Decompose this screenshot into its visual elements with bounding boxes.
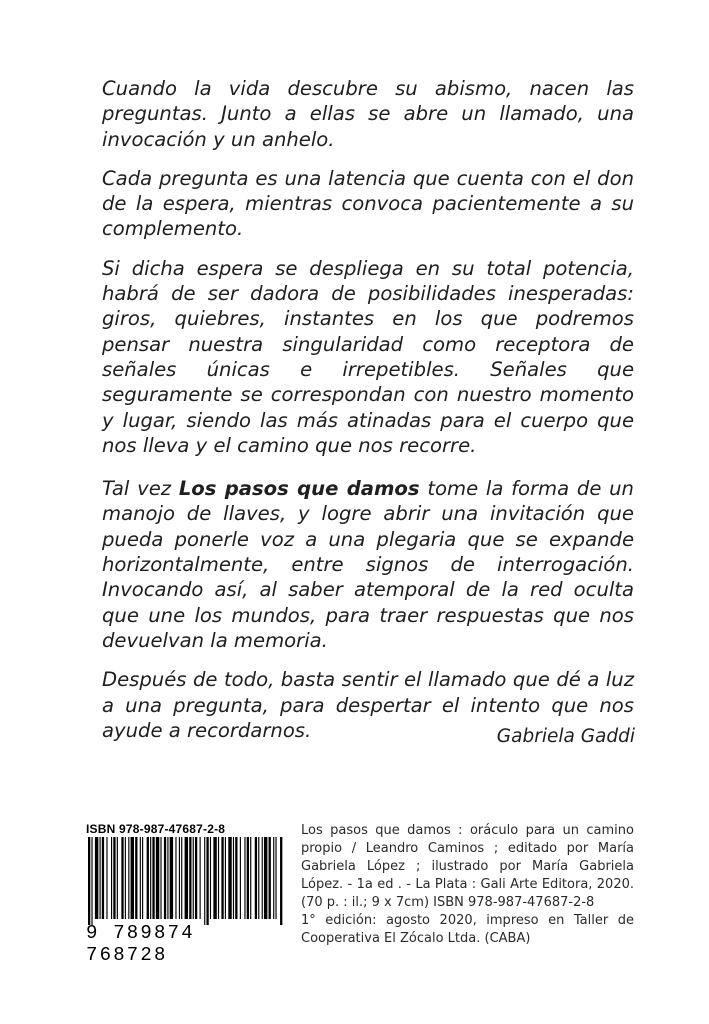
paragraph-4-end: tome la forma de un manojo de llaves, y logre abrir una invitación que pueda ponerle voz a una plegaria que se expande horizontalmente, entre signos de interrogación. Invocando así, al saber atemporal de la red oculta que une los mundos, para traer respuestas que nos devuelvan la memoria. bbox=[102, 477, 634, 652]
barcode-bar bbox=[121, 837, 123, 919]
barcode-bars bbox=[86, 837, 284, 925]
barcode-bar bbox=[164, 837, 166, 919]
barcode-bar bbox=[235, 837, 237, 919]
barcode-bar bbox=[200, 837, 201, 919]
book-title-bold: Los pasos que damos bbox=[178, 477, 420, 501]
catalog-entry: Los pasos que damos : oráculo para un camino propio / Leandro Caminos ; editado por María Gabriela López ; ilustrado por María Gabriela López. - 1a ed . - La Plata : Gali Arte Editora, 2020.(70 p. : il.; 9 x 7cm) ISBN 978-987-47687-2-8 bbox=[301, 823, 634, 910]
barcode-bar bbox=[247, 837, 249, 919]
barcode-bar bbox=[185, 837, 188, 919]
barcode-bar bbox=[189, 837, 191, 919]
barcode-bar bbox=[273, 837, 274, 919]
barcode-bar bbox=[262, 837, 263, 919]
barcode-bar bbox=[179, 837, 180, 919]
barcode-bar bbox=[170, 837, 173, 919]
barcode-bar bbox=[264, 837, 267, 919]
barcode-bar bbox=[218, 837, 219, 919]
barcode-bar bbox=[213, 837, 216, 919]
barcode-bar bbox=[280, 837, 282, 925]
barcode-bar bbox=[128, 837, 129, 919]
barcode-digits: 9 789874 768728 bbox=[86, 922, 195, 966]
barcode-bar bbox=[152, 837, 154, 919]
barcode-bar bbox=[250, 837, 251, 919]
paragraph-5: Después de todo, basta sentir el llamado que dé a luz a una pregunta, para despertar el intento que nos ayude a recordarnos. bbox=[102, 668, 634, 742]
barcode-bar bbox=[111, 837, 112, 919]
barcode-bar bbox=[91, 837, 92, 925]
isbn-barcode bbox=[86, 822, 284, 966]
barcode-bar bbox=[131, 837, 134, 919]
barcode-bar bbox=[160, 837, 161, 919]
barcode-bar bbox=[95, 837, 98, 919]
barcode-bar bbox=[147, 837, 149, 919]
barcode-bar bbox=[240, 837, 241, 919]
author-signature: Gabriela Gaddi bbox=[496, 726, 635, 747]
barcode-bar bbox=[275, 837, 276, 919]
back-cover-text bbox=[102, 76, 634, 757]
paragraph-3: Si dicha espera se despliega en su total potencia, habrá de ser dadora de posibilidades inesperadas: giros, quiebres, instantes en los que podremos pensar nuestra singularidad como receptora de señales únicas e irrepetibles. Señales que seguramente se correspondan con nuestro momento y lugar, siendo las más atinadas para el cuerpo que nos lleva y el camino que nos recorre. bbox=[102, 256, 634, 457]
barcode-bar bbox=[233, 837, 234, 919]
barcode-bar bbox=[193, 837, 194, 919]
barcode-bar bbox=[258, 837, 259, 919]
barcode-bar bbox=[167, 837, 168, 919]
barcode-bar bbox=[156, 837, 159, 919]
barcode-bar bbox=[102, 837, 104, 919]
barcode-bar bbox=[125, 837, 126, 919]
isbn-label: ISBN 978-987-47687-2-8 bbox=[86, 822, 226, 836]
barcode-bar bbox=[106, 837, 107, 919]
catalog-record bbox=[301, 822, 634, 948]
paragraph-1: Cuando la vida descubre su abismo, nacen las preguntas. Junto a ellas se abre un llamado, una invocación y un anhelo. bbox=[102, 77, 634, 151]
barcode-bar bbox=[117, 837, 118, 919]
paragraph-4 bbox=[102, 476, 634, 653]
barcode-bar bbox=[175, 837, 176, 919]
barcode-bar bbox=[206, 837, 208, 925]
barcode-bar bbox=[228, 837, 231, 919]
barcode-bar bbox=[269, 837, 271, 919]
barcode-bar bbox=[195, 837, 197, 919]
paragraph-4-start: Tal vez bbox=[102, 477, 179, 501]
barcode-bar bbox=[221, 837, 223, 919]
paragraph-2: Cada pregunta es una latencia que cuenta con el don de la espera, mientras convoca pacientemente a su complemento. bbox=[102, 166, 634, 241]
barcode-bar bbox=[204, 837, 205, 925]
barcode-bar bbox=[255, 837, 257, 919]
barcode-bar bbox=[210, 837, 211, 919]
barcode-bar bbox=[225, 837, 226, 919]
edition-note: 1° edición: agosto 2020, impreso en Taller de Cooperativa El Zócalo Ltda. (CABA) bbox=[301, 913, 634, 946]
barcode-bar bbox=[88, 837, 90, 925]
barcode-bar bbox=[181, 837, 182, 919]
barcode-bar bbox=[244, 837, 245, 919]
barcode-bar bbox=[135, 837, 137, 919]
barcode-bar bbox=[100, 837, 101, 919]
barcode-bar bbox=[113, 837, 115, 919]
barcode-bar bbox=[142, 837, 143, 919]
barcode-bar bbox=[150, 837, 151, 919]
barcode-bar bbox=[140, 837, 141, 919]
